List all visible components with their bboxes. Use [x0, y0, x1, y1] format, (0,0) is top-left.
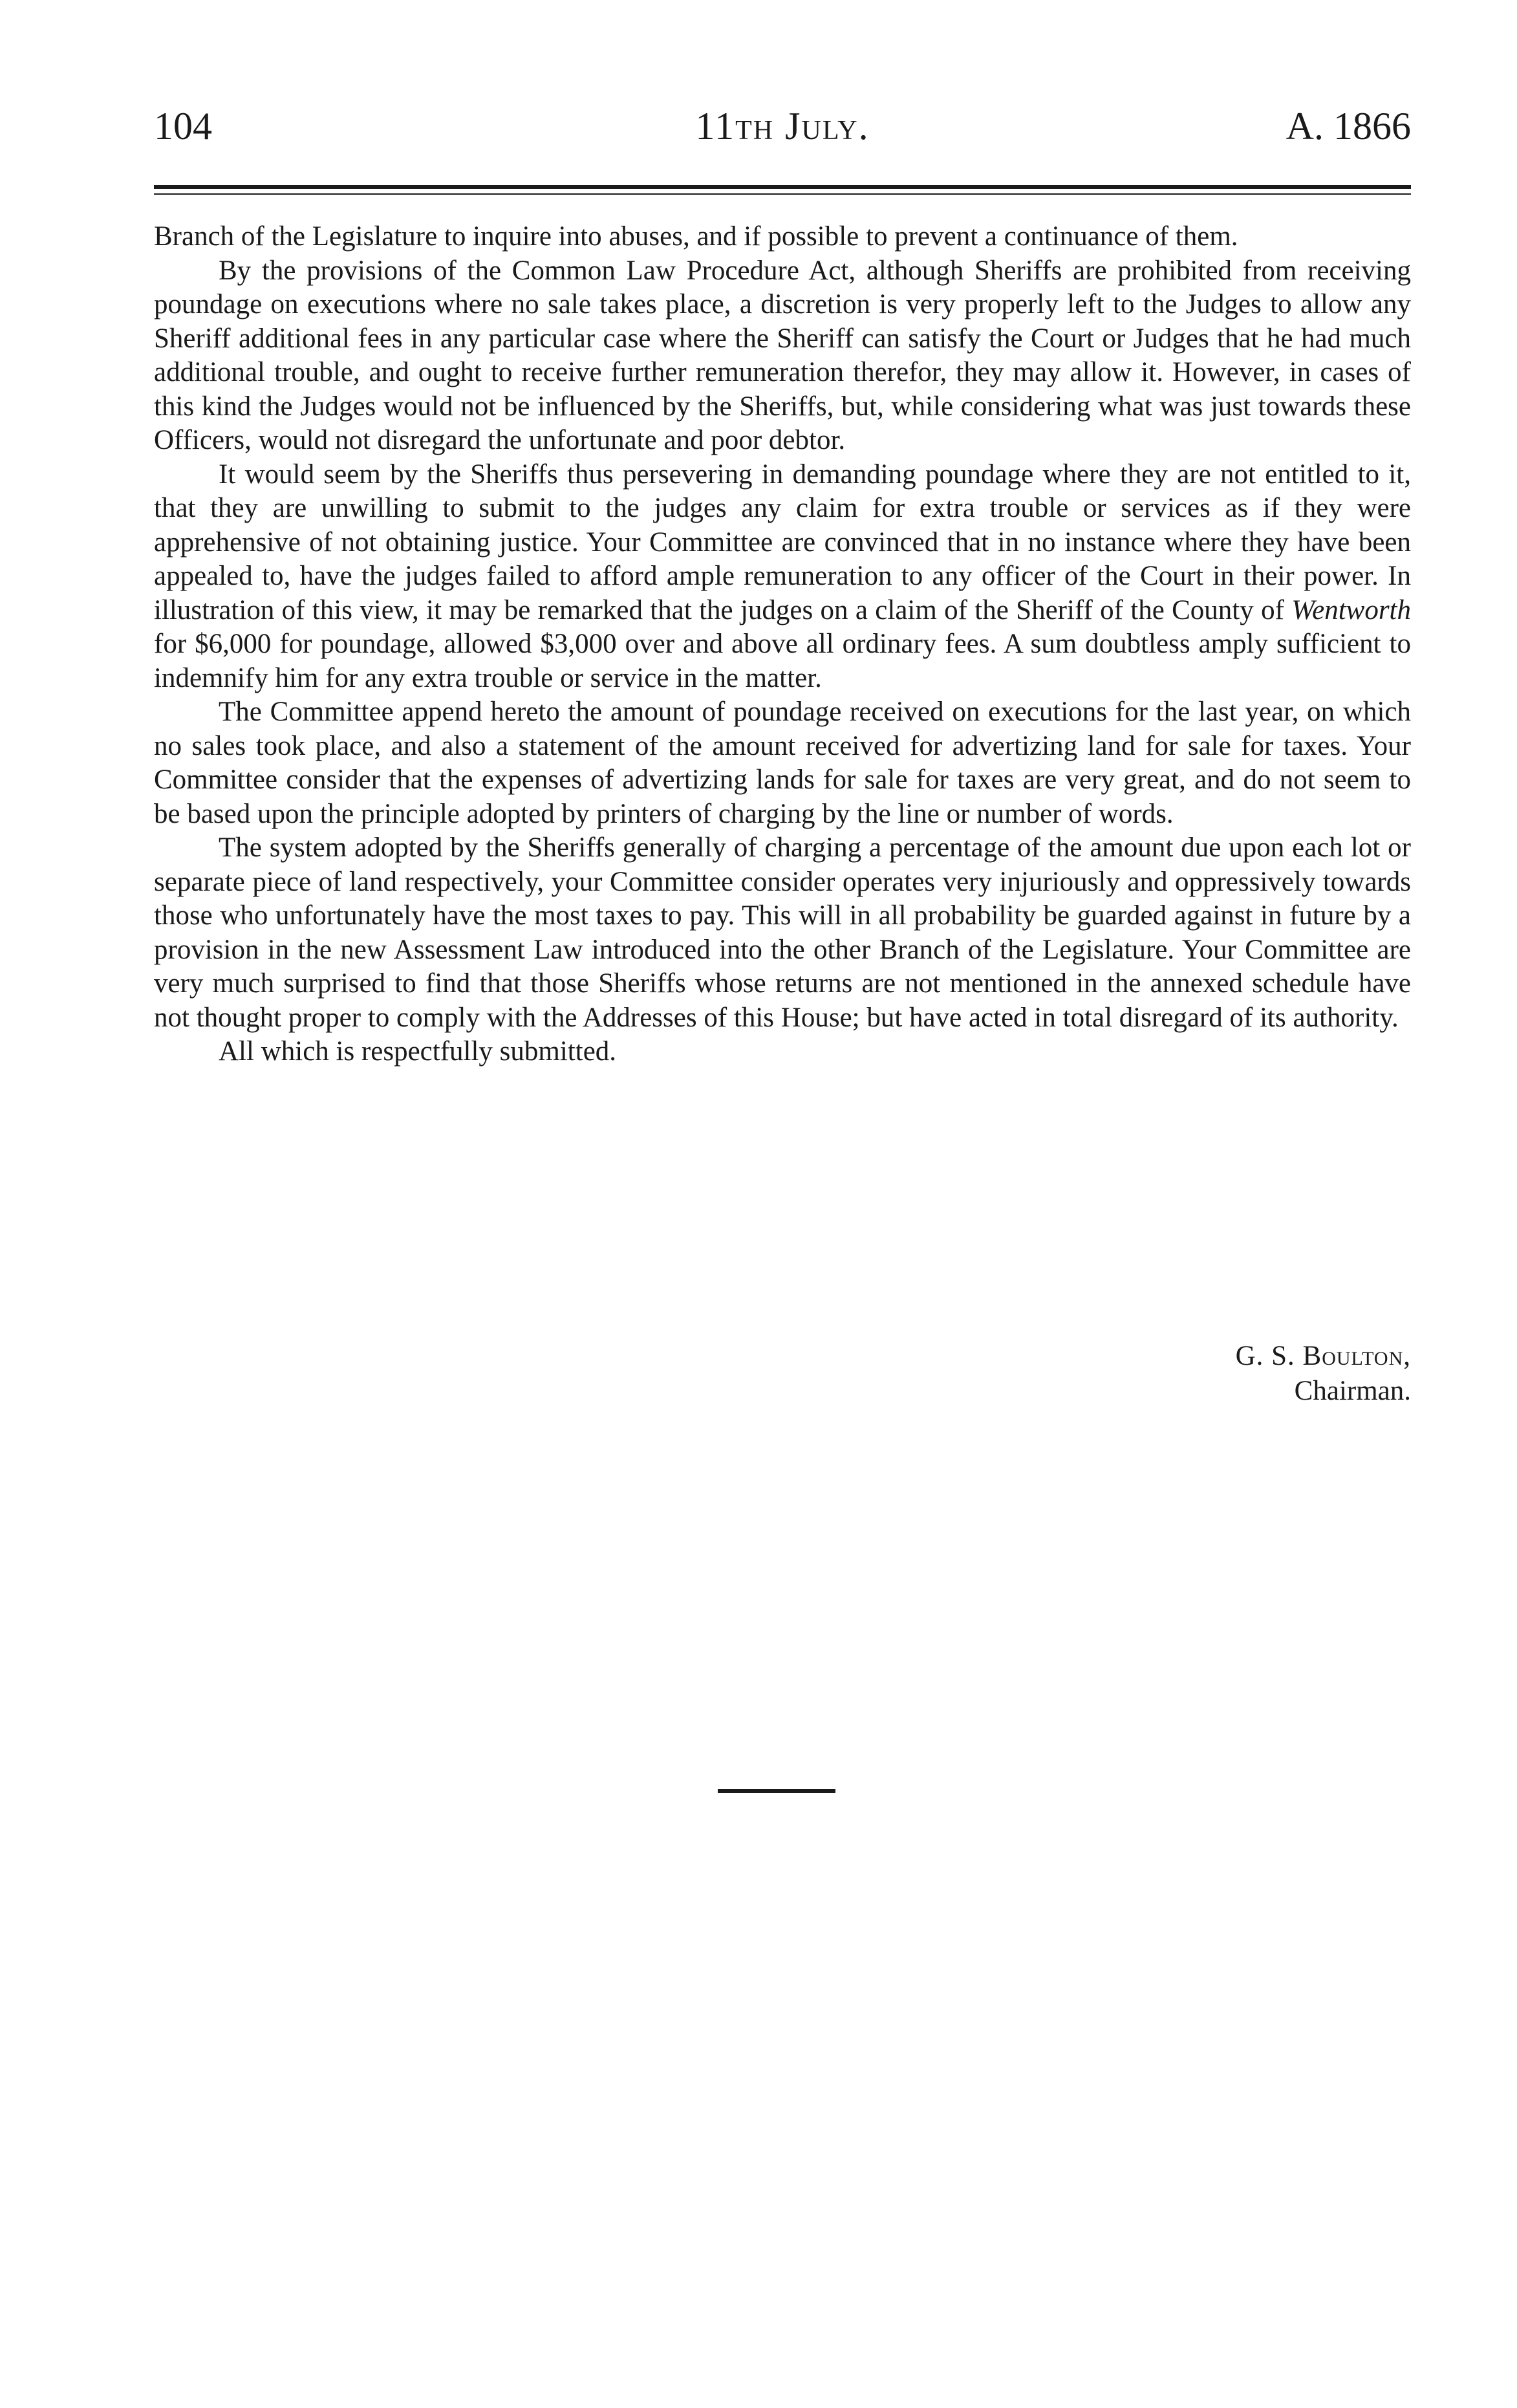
- header-year: A. 1866: [1286, 105, 1411, 147]
- signatory-title: Chairman.: [1294, 1376, 1411, 1406]
- paragraph-text: for $6,000 for poundage, allowed $3,000 over and above all ordinary fees. A sum doubtless amply sufficient to indemnify him for any extra trouble or service in the matter.: [154, 629, 1411, 693]
- paragraph-text: It would seem by the Sheriffs thus persevering in demanding poundage where they are not entitled to it, that they are unwilling to submit to the judges any claim for extra trouble or services as if they were apprehensive of not obtaining justice. Your Committee are convinced that in no instance where they have been appealed to, have the judges failed to afford ample remuneration to any officer of the Court in their power. In illustration of this view, it may be remarked that the judges on a claim of the Sheriff of the County of: [154, 459, 1411, 625]
- county-name: Wentworth: [1291, 594, 1411, 625]
- paragraph-procedure-act: By the provisions of the Common Law Procedure Act, although Sheriffs are prohibited from receiving poundage on executions where no sale takes place, a discretion is very properly left to the Judges to allow any Sheriff additional fees in any particular case where the Sheriff can satisfy the Court or Judges that he had much additional trouble, and ought to receive further remuneration therefor, they may allow it. However, in cases of this kind the Judges would not be influenced by the Sheriffs, but, while considering what was just towards these Officers, would not disregard the unfortunate and poor debtor.: [154, 255, 1411, 455]
- paragraph-system-adopted: The system adopted by the Sheriffs generally of charging a percentage of the amount due upon each lot or separate piece of land respectively, your Committee consider operates very injuriously and oppressively towards those who unfortunately have the most taxes to pay. This will in all probability be guarded against in future by a provision in the new Assessment Law introduced into the other Branch of the Legislature. Your Committee are very much surprised to find that those Sheriffs whose returns are not mentioned in the annexed schedule have not thought proper to comply with the Addresses of this House; but have acted in total disregard of its authority.: [154, 832, 1411, 1033]
- signature-block: [1236, 1339, 1411, 1409]
- paragraph-continuation: Branch of the Legislature to inquire into abuses, and if possible to prevent a continuance of them.: [154, 221, 1238, 252]
- end-rule: [718, 1789, 835, 1793]
- header-rule-thick: [154, 185, 1411, 189]
- report-body: [154, 220, 1411, 1069]
- running-header: [154, 97, 1411, 155]
- header-date: 11th July.: [695, 105, 870, 147]
- paragraph-submitted: All which is respectfully submitted.: [219, 1036, 617, 1067]
- header-rule-thin: [154, 193, 1411, 195]
- signatory-name: G. S. Boulton,: [1235, 1341, 1411, 1371]
- paragraph-committee-append: The Committee append hereto the amount of poundage received on executions for the last year, on which no sales took place, and also a statement of the amount received for advertizing land for sale for taxes. Your Committee consider that the expenses of advertizing lands for sale for taxes are very great, and do not seem to be based upon the principle adopted by printers of charging by the line or number of words.: [154, 697, 1411, 829]
- paragraph-sheriffs-poundage: [154, 458, 1411, 696]
- page-number: 104: [154, 105, 212, 147]
